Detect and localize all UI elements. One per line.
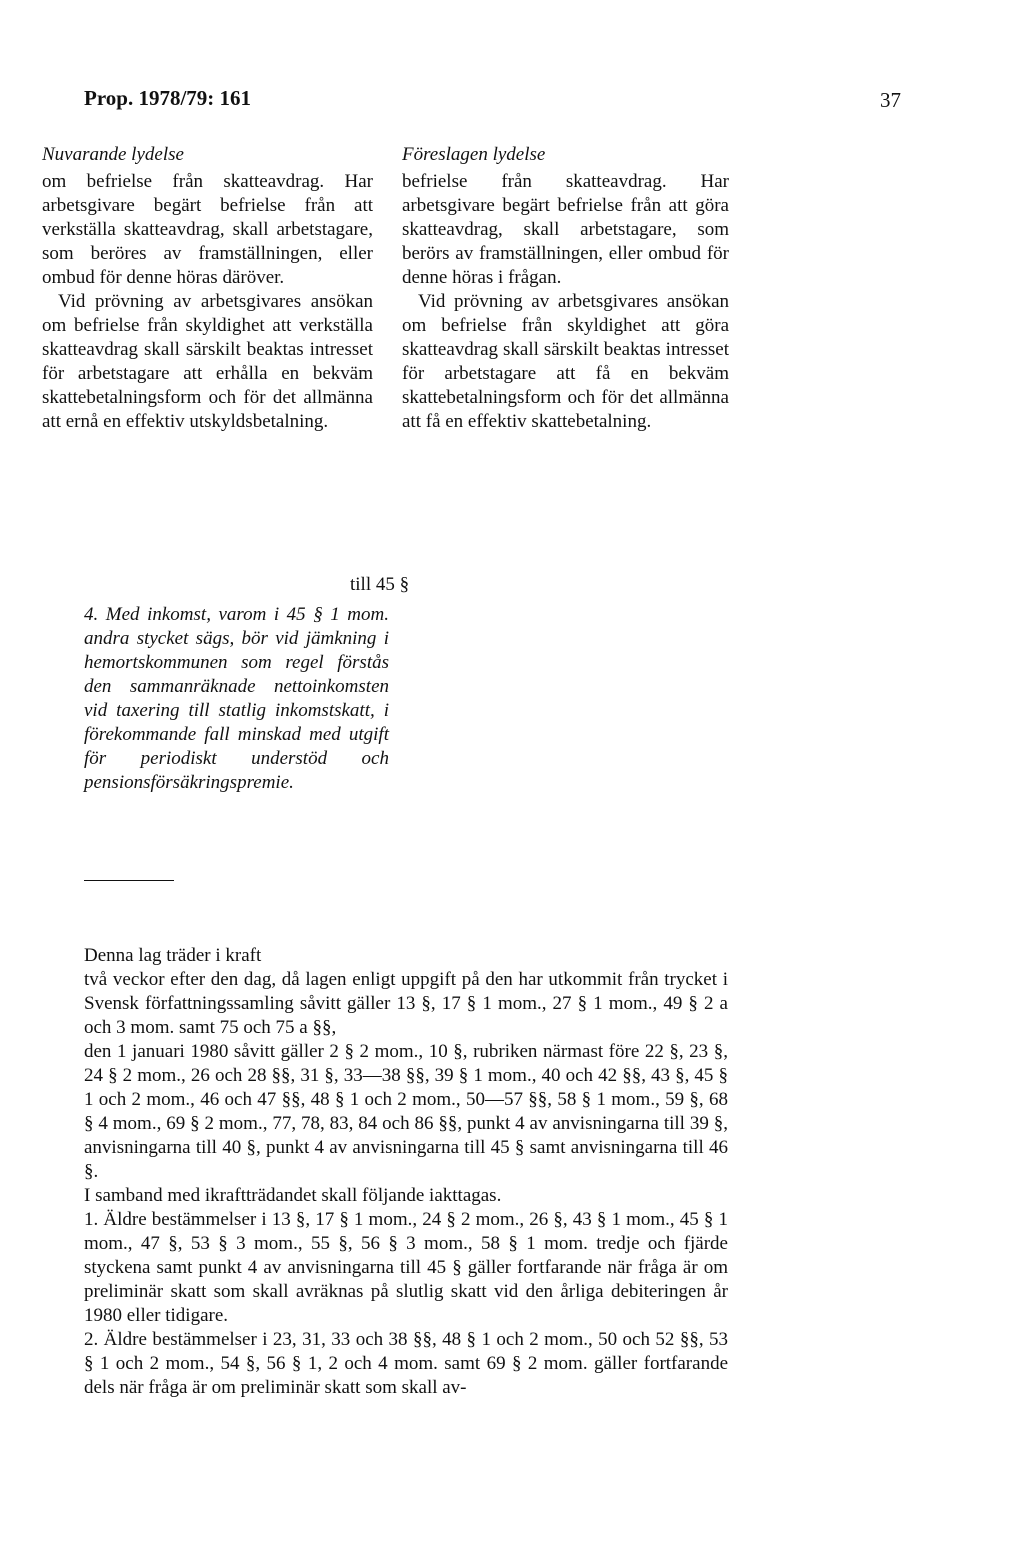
current-wording-paragraph: om befrielse från skatteavdrag. Har arbetsgivare begärt befrielse från att verkställa skatteavdrag, skall arbetstagare, som beröres av framställningen, eller ombud för denne höras däröver. (42, 171, 373, 288)
separator-rule (84, 880, 174, 881)
amendment-text-block (84, 603, 389, 795)
amendment-paragraph: 4. Med inkomst, varom i 45 § 1 mom. andra stycket sägs, bör vid jämkning i hemortskommunen som regel förstås den sammanräknade nettoinkomsten vid taxering till statlig inkomstskatt, i förekommande fall minskad med utgift för periodiskt understöd och pensionsförsäkringspremie. (84, 604, 389, 793)
current-wording-column (42, 170, 373, 434)
proposed-wording-paragraph: Vid prövning av arbetsgivares ansökan om befrielse från skyldighet att göra skatteavdrag skall särskilt beaktas intresset för arbetstagare att få en bekväm skattebetalningsform och för det allmänna att få en effektiv skattebetalning. (402, 291, 729, 432)
current-wording-paragraph: Vid prövning av arbetsgivares ansökan om befrielse från skyldighet att verkställa skatteavdrag skall särskilt beaktas intresset för arbetstagare att erhålla en bekväm skattebetalningsform och för det allmänna att ernå en effektiv utskyldsbetalning. (42, 291, 373, 432)
page-number: 37 (880, 88, 901, 112)
entry-into-force-heading: Denna lag träder i kraft (84, 945, 262, 966)
entry-into-force-paragraph: två veckor efter den dag, då lagen enligt uppgift på den har utkommit från trycket i Svensk författningssamling såvitt gäller 13 §, 17 § 1 mom., 27 § 1 mom., 49 § 2 a och 3 mom. samt 75 och 75 a §§, (84, 969, 728, 1038)
proposed-wording-paragraph: befrielse från skatteavdrag. Har arbetsgivare begärt befrielse från att göra skatteavdrag, skall arbetstagare, som berörs av framställningen, eller ombud för denne höras i frågan. (402, 171, 729, 288)
transition-item-2: 2. Äldre bestämmelser i 23, 31, 33 och 38 §§, 48 § 1 och 2 mom., 50 och 52 §§, 53 § 1 och 2 mom., 54 §, 56 § 1, 2 och 4 mom. samt 69 § 2 mom. gäller fortfarande dels när fråga är om preliminär skatt som skall av- (84, 1329, 728, 1398)
proposed-wording-heading: Föreslagen lydelse (402, 144, 546, 165)
proposed-wording-column (402, 170, 729, 434)
current-wording-heading: Nuvarande lydelse (42, 144, 184, 165)
entry-into-force-paragraph: den 1 januari 1980 såvitt gäller 2 § 2 mom., 10 §, rubriken närmast före 22 §, 23 §, 24 § 2 mom., 26 och 28 §§, 31 §, 33—38 §§, 39 § 1 mom., 40 och 42 §§, 43 §, 45 § 1 och 2 mom., 46 och 47 §§, 48 § 1 och 2 mom., 50—57 §§, 58 § 1 mom., 59 §, 68 § 4 mom., 69 § 2 mom., 77, 78, 83, 84 och 86 §§, punkt 4 av anvisningarna till 39 §, anvisningarna till 40 §, punkt 4 av anvisningarna till 45 § samt anvisningarna till 46 §. (84, 1041, 728, 1182)
transition-intro: I samband med ikraftträdandet skall följande iakttagas. (84, 1185, 502, 1206)
document-header-title: Prop. 1978/79: 161 (84, 86, 252, 110)
entry-into-force-section (84, 944, 728, 1400)
section-heading: till 45 § (350, 574, 410, 595)
transition-item-1: 1. Äldre bestämmelser i 13 §, 17 § 1 mom., 24 § 2 mom., 26 §, 43 § 1 mom., 45 § 1 mom., 47 §, 53 § 3 mom., 55 §, 56 § 3 mom., 58 § 1 mom. tredje och fjärde styckena samt punkt 4 av anvisningarna till 45 § gäller fortfarande när fråga är om preliminär skatt som skall avräknas på slutlig skatt vid den årliga debiteringen år 1980 eller tidigare. (84, 1209, 728, 1326)
